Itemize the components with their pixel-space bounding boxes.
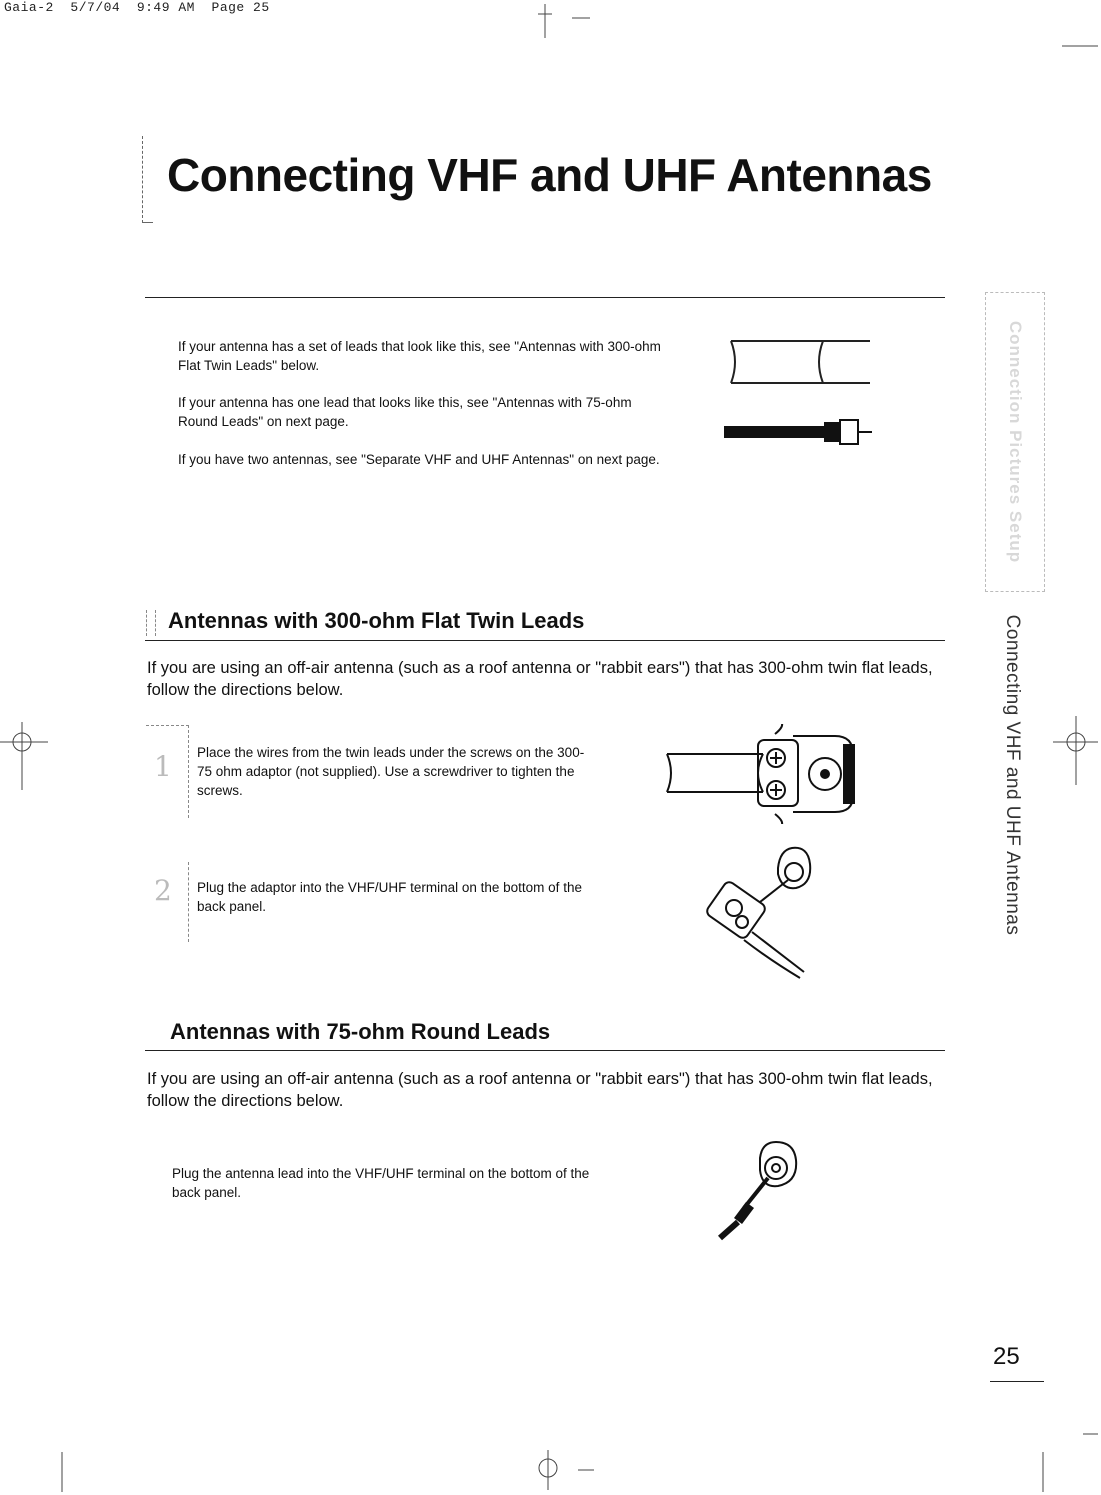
page-number-rule [990,1381,1044,1382]
section-1-marker [146,610,156,636]
step-1-box [146,725,189,818]
step-2-number: 2 [154,874,172,907]
flat-twin-lead-illustration [725,333,875,393]
section-2-title: Antennas with 75-ohm Round Leads [170,1019,551,1044]
section-1-rule [145,640,945,641]
intro-paragraph-1: If your antenna has a set of leads that look like this, see "Antennas with 300-ohm Flat Twin Leads" below. [178,339,661,373]
page-title: Connecting VHF and UHF Antennas [167,149,932,201]
title-rule [145,297,945,298]
intro-paragraph-2: If your antenna has one lead that looks like this, see "Antennas with 75-ohm Round Leads" on next page. [178,395,632,429]
step-1-text: Place the wires from the twin leads under the screws on the 300-75 ohm adaptor (not supplied). Use a screwdriver to tighten the screws. [197,745,585,798]
page-number: 25 [993,1343,1020,1370]
round-lead-plug-illustration [712,1138,807,1243]
side-tab-label: Connection Pictures Setup [1006,320,1025,564]
round-lead-illustration [722,418,874,448]
step-2-box [146,862,189,942]
adaptor-plug-illustration [700,840,830,985]
section-2-step-text: Plug the antenna lead into the VHF/UHF terminal on the bottom of the back panel. [172,1166,590,1200]
step-2-text: Plug the adaptor into the VHF/UHF terminal on the bottom of the back panel. [197,880,582,914]
section-1-body: If you are using an off-air antenna (such as a roof antenna or "rabbit ears") that has 300-ohm twin flat leads, follow the directions below. [147,659,933,699]
section-1-title: Antennas with 300-ohm Flat Twin Leads [168,608,585,633]
side-tab [985,292,1045,592]
print-slug: Gaia-2 5/7/04 9:49 AM Page 25 [4,0,270,15]
side-running-title: Connecting VHF and UHF Antennas [1002,614,1023,936]
section-2-body: If you are using an off-air antenna (such as a roof antenna or "rabbit ears") that has 300-ohm twin flat leads, follow the directions below. [147,1070,933,1110]
section-2-rule [145,1050,945,1051]
adaptor-illustration [663,724,858,824]
title-bracket [142,136,153,223]
step-1-number: 1 [154,750,172,783]
intro-paragraph-3: If you have two antennas, see "Separate VHF and UHF Antennas" on next page. [178,452,660,467]
